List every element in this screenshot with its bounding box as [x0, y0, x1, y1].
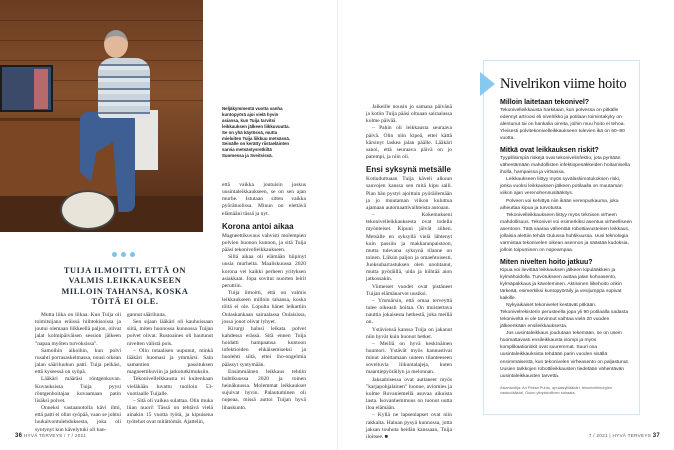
folio-text: HYVÄ TERVEYS / 7 / 2021 — [23, 433, 87, 438]
paragraph: Samoihin aikoihin, kun polvi rusahti porrasaskelmassa, nousi oikean jalan sääriluuhun patti. Tuija pelkäsi, että kyseessä on syöpä. — [35, 347, 121, 376]
paragraph: Kirurgi halusi leikata polvet kahdessa erässä. Sitä ennen Tuija hoidatti hampaansa kuntoon infektioiden ehkäisemiseksi ja huolehti siitä, ettei iho-ongelmia päässyt syntymään. — [222, 325, 306, 368]
paragraph: – Ymmärsin, että omaa terveyttä tulee oikeasti hoitaa. On muistettava nauttia jokaisesta hetkestä, joka meillä on. — [366, 297, 452, 326]
expert-footnote: Asiantuntija: Ari Pekka Puhto, apulaisylilääkäri, tekonivelkirurgien vastuulääkäri, Oulun yliopistollinen sairaala. — [500, 384, 613, 395]
page-folio — [589, 433, 660, 439]
info-box-paragraph: Nykyaikaiset tekonivelet kestävät pitkään. Tekonivelrekisterin perusteella jopa yli 90 potilaalla sadasta tekoniveltä ei ole tarvinnut vaihtaa vielä 20 vuoden jälkeenkään ensileikkauksesta. — [500, 303, 629, 330]
triangle-marker-icon — [480, 72, 495, 96]
paragraph: Sen sijaan lääkäri oli kauhuissaan siitä, miten huonossa kunnossa Tuijan polvet olivat. Rustoaines oli hautunut nivelten välistä pois. — [127, 319, 213, 347]
paragraph: Kotiuduttuaan Tuija käveli alkuun sauvojen kanssa sen mitä kipu salli. Pian hän pystyi ajoittain pyöräilemään ja jo muutaman viikon kuluttua ajamaan automaattivaihteista autoaan. — [366, 176, 452, 211]
paragraph: – Kokemukseni tekonivelleikkauksesta ovat todella myönteiset. Kipuni jäivät siihen. Metsälle en syksyllä vielä lähtenyt kuin passiin ja makkaranpaistoon, mutta tulevana syksynä tilanne on toinen. Liikun paljon ja omaehtoisesti. Juoksuharrastuksen olen unohtanut, mutta pyöräillä, uida ja hiihtää aion jatkossakin. — [366, 212, 452, 283]
info-box-heading: Mitkä ovat leikkauksen riskit? — [500, 147, 599, 155]
photo-woman-exercise-bike — [0, 0, 203, 232]
paragraph: Viimeiset vuodet ovat pistäneet Tuijan elämänarvot uusiksi. — [366, 283, 452, 297]
body-column-4 — [366, 104, 452, 441]
paragraph: Ensimmäinen leikkaus tehtiin huhtikuussa 2020 ja toinen heinäkuussa. Molemmat leikkaukset sujuivat hyvin. Palautuminen oli nopeaa, missä auttoi Tuijan hyvä lihaskunto. — [222, 368, 306, 411]
paragraph: Sillä aikaa oli elämään hiipinyt uusia murheita. Maaliskuussa 2020 korona vei kaikki perheen yrityksen asiakkaat. Jopa sovitut nuorten leirit peruttiin. — [222, 254, 306, 289]
right-page — [337, 0, 674, 450]
info-box-heading: Miten nivelten hoito jatkuu? — [500, 258, 593, 266]
folio-text: 7 / 2021 | HYVÄ TERVEYS — [588, 433, 652, 438]
info-box-content — [500, 76, 633, 395]
body-column-2 — [127, 312, 213, 427]
paragraph: – Pahin oli leikkausta seuraava päivä. Olin niin kipeä, ettei kättä kärsinyt laskea jalan päälle. Lääkäri sanoi, että seuraava päivä on jo parempi, ja niin oli. — [366, 125, 452, 161]
paragraph: – Sitä oli vaikea sulattaa. Olin muka liian nuori! Tässä on tehtävä vielä ainakin 15 vuotta työtä, ja kipuisena työtehot ovat mitättömät. Ajattelin, — [127, 397, 213, 426]
info-box-title: Nivelrikon viime hoito — [500, 76, 627, 92]
body-column-1 — [35, 312, 121, 434]
exercise-bike-image — [60, 190, 116, 230]
info-box-heading: Milloin laitetaan tekonivel? — [500, 99, 590, 106]
paragraph: Jalkeille nousin jo samana päivänä ja kotiin Tuija pääsi oltuaan sairaalassa kolme päivää. — [366, 104, 452, 125]
photo-caption: Neljäkymmentä vuotta vanha kuntopyörä ajoi vielä hyvin asiansa, kun Tuija tarvitsi leikkauksen jälkeen liikkuvuutta. Se on yhä käytössä, mutta mieluiten Tuija liikkuu metsässä. Seinälle on kerätty riistaeläinten sarvia metsästysretkiltä Suomessa ja Sveitsissä. — [222, 106, 290, 159]
paragraph: Tuija ilmoitti, että on valmis leikkaukseen milloin tahansa, koska töitä ei ole. Lopulta hänet leikattiin Oulaskankaan sairaalassa Oulaisissa, jossa jonot olivat lyhyet. — [222, 290, 306, 325]
paragraph: Lääkäri määräsi röntgenkuvan. Kuvauksissa Tuija pyysi röntgenhoitajaa kuvaamaan patin lisäksi polvet. — [35, 376, 121, 404]
info-box-paragraph: Kipua voi lievittää leikkauksen jälkeen kipulääkkein ja kylmähoidolla. Turvotukseen auttaa jalan kohoasento, kylmäpakkaus ja käveleminen. Aktiivinen liikehoito onkin tärkeää, esimerkiksi kuntopyöräily ja vesijumppa sopivat kaikille. — [500, 267, 622, 302]
paragraph: Tekonivelleikkausta ei kuitenkaan vieläkään luvattu tuolloin 53-vuotiaalle Tuijalle. — [127, 376, 213, 397]
paragraph: Jaksamisessa ovat auttaneet myös "karjapohjalainen" luonne, aviomies ja kolme Rovaniemellä asuvaa aikuista lasta. Isovanhemmuus on tuonut uutta iloa elämään. — [366, 376, 452, 412]
section-heading: Korona antoi aikaa — [222, 221, 294, 231]
paragraph: gannut sääriluuta. — [127, 312, 167, 318]
page-number: 37 — [652, 433, 660, 439]
info-box-paragraph: Jos uusintaleikkaus joudutaan tekemään, se on usein huomattavasti ensileikkausta isompi ja myös komplikaatioriskit ovat suuremmat. Suuri osa uusintaleikkauksista tehdään parin vuoden sisällä ensimmäisestä, kun tekonivelen virheasento on paljastunut. Uusien tarkkojen robottileikkausten tiedetään vähentävän uusintaleikkausten tarvetta. — [500, 331, 630, 379]
body-column-3 — [222, 182, 306, 412]
paragraph: – Olin totaalisen uupunut, minkä lääkäri huomasi ja ymmärsi. Sain samantien passituksen magneettikuviin ja jatkotutkimuksiin. — [127, 347, 213, 376]
pull-quote: TUIJA ILMOITTI, ETTÄ ON VALMIS LEIKKAUKSEEN MILLOIN TAHANSA, KOSKA TÖITÄ EI OLE. — [61, 266, 189, 307]
divider-dots — [112, 252, 135, 257]
tv-image — [0, 65, 53, 112]
paragraph: Magneettikuvaus vahvisti molempien polvien huonon kunnon, ja sitä Tuija pääsi tekonivelleikkaukseen. — [222, 232, 306, 254]
paragraph: että vaikka joutuisin joskus uusintaleikkaukseen, se on sen ajan murhe. Istutaan sitten vaikka pyörätuolissa. Minun on elettävä elämääni tässä ja nyt. — [222, 182, 306, 217]
paragraph: Mutta liika on liikaa. Kun Tuija oli toimitsijana eräissä hiihtokisoissa ja joutui olemaan liikkeellä paljon, olivat jalat kolmipäiväisen session jälkeen "napaa myöten turvoksissa". — [35, 312, 121, 347]
page-folio — [15, 433, 86, 439]
page-number: 36 — [15, 433, 23, 439]
info-box-paragraph: Tyypillisimpiä riskejä ovat tekonivelinfektio, jota pyritään vähentämään mahdollisten infektiopesäkkeiden hoitamisella iholla, hampaissa ja virtsassa. — [500, 156, 630, 176]
paragraph: – Kyllä ne lapsenlapset ovat niin rakkaita. Haluan pysyä kunnossa, jotta jaksan touhuta heidän kanssaan, Tuija iloitsee. ■ — [366, 412, 452, 440]
paragraph: Onneksi vastaanotolla kävi ilmi, että patti ei ollut syöpää, vaan se johtui luukalvontulehduksesta, joka oli syntynyt kun kävelytuki oli han- — [35, 405, 121, 433]
info-box-paragraph: Tekonivelleikkaukseen liittyy myös teknisen virheen mahdollisuus. Tekonivel voi esimerkiksi asentua virheelliseen asentoon. Tätä vaaraa vähentää robottiavusteinen leikkaus, jollaisia alettiin tehdä Oulussa huhtikuussa. Uusi teknologia varmistaa tekonivelen oikean asennon ja säästää kudoksia, jolloin toipuminen on nopeampaa. — [500, 212, 633, 253]
info-box-paragraph: Tekonivelleikkausta harkitaan, kun polvessa on pitkälle edennyt artroosi eli nivelrikko ja potilaan toimintakyky on alentunut tai on hankalia oireita, joihin muu hoito ei tehoa. Yleisesti polvitekonivelleikkaukseen tulevien ikä on 60–80 vuotta. — [500, 108, 625, 142]
section-heading: Ensi syksynä metsälle — [366, 165, 451, 175]
info-box-paragraph: Polveen voi kehittyä niin ikään verenpurkauma, joka aiheuttaa kipua ja turvotusta. — [500, 198, 619, 211]
paragraph: Ystäviensä kanssa Tuija on jakanut niin hyvät kuin huonot hetket. — [366, 326, 452, 340]
paragraph: – Meillä on hyvä keskinäinen huumori. Ystävät myös kannustivat minut aloittamaan uuteen tilanteeseen soveltuvia liikuntalajeja, kuten maantiepyöräilyn ja melonnan. — [366, 340, 452, 376]
info-box-paragraph: Leikkaukseen liittyy myös syvälaskimotukoksen riski, jonka vuoksi leikkauksen jälkeen potilaalla on muutaman viikon ajan verenohennuslääkitys. — [500, 177, 623, 197]
